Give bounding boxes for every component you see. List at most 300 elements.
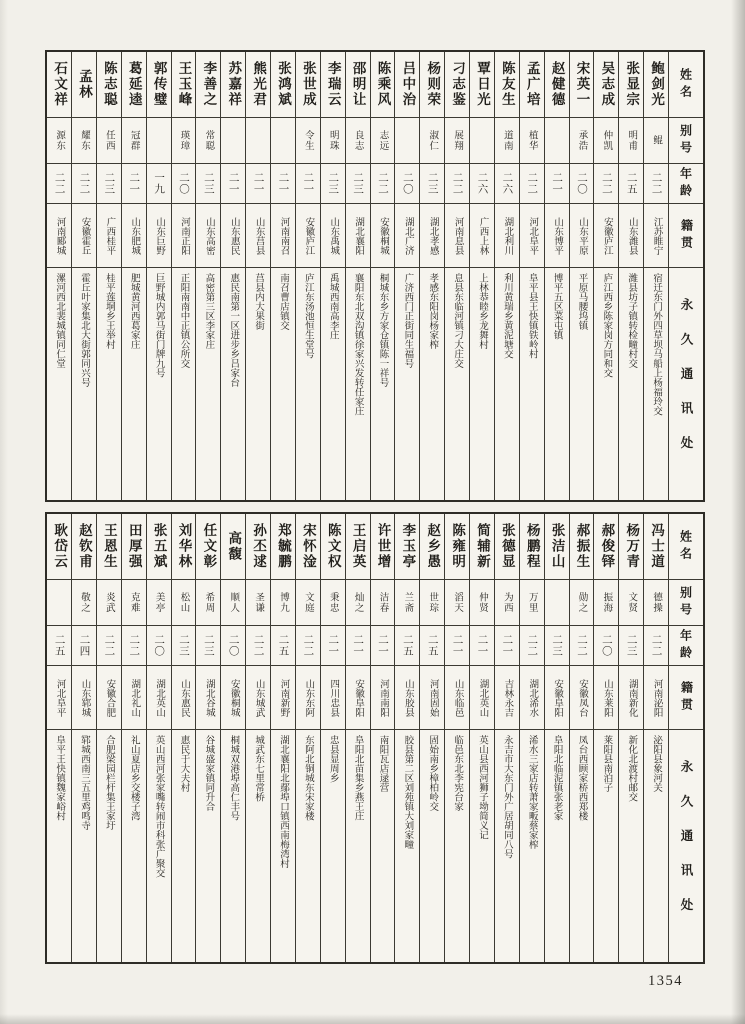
name-cell bbox=[420, 52, 444, 118]
address-cell bbox=[122, 268, 146, 500]
person-name: 杨万青 bbox=[624, 523, 640, 570]
address-cell bbox=[97, 268, 121, 500]
person-name: 吴志成 bbox=[599, 61, 615, 108]
person-name: 杨鹏程 bbox=[524, 523, 540, 570]
person-native: 山东平原 bbox=[576, 216, 587, 255]
person-alias: 炎武 bbox=[103, 592, 114, 613]
age-cell bbox=[470, 164, 494, 204]
native-cell bbox=[271, 204, 295, 268]
person-age: 二三 bbox=[426, 172, 438, 195]
address-cell bbox=[594, 730, 618, 962]
person-age: 二二 bbox=[128, 634, 140, 657]
age-cell bbox=[296, 164, 320, 204]
person-address: 平原马腰坞镇 bbox=[576, 273, 587, 330]
native-cell bbox=[47, 666, 71, 730]
entry-column bbox=[494, 514, 519, 962]
age-cell bbox=[371, 164, 395, 204]
name-cell bbox=[221, 52, 245, 118]
person-name: 耿岱云 bbox=[52, 523, 68, 570]
person-address: 礼山夏店乡交楼子湾 bbox=[128, 735, 139, 821]
entry-column bbox=[519, 52, 544, 500]
person-native: 湖北英山 bbox=[477, 678, 488, 717]
person-name: 宋英一 bbox=[574, 61, 590, 108]
person-native: 河南郾城 bbox=[54, 216, 65, 255]
age-cell bbox=[619, 164, 643, 204]
person-name: 邵明让 bbox=[350, 61, 366, 108]
entry-column bbox=[96, 514, 121, 962]
person-native: 广西上林 bbox=[477, 216, 488, 255]
person-name: 覃日光 bbox=[474, 61, 490, 108]
header-age-cell bbox=[669, 626, 703, 666]
person-age: 二〇 bbox=[177, 172, 189, 195]
person-name: 赵乡愚 bbox=[425, 523, 441, 570]
age-cell bbox=[594, 164, 618, 204]
person-name: 孟广培 bbox=[524, 61, 540, 108]
entry-column bbox=[295, 52, 320, 500]
native-cell bbox=[271, 666, 295, 730]
person-name: 石文祥 bbox=[52, 61, 68, 108]
entry-column bbox=[171, 514, 196, 962]
header-alias-cell bbox=[669, 118, 703, 164]
header-column bbox=[668, 514, 703, 962]
person-address: 临邑东北李宪台家 bbox=[452, 735, 463, 811]
entry-column bbox=[320, 52, 345, 500]
person-address: 忠县显周乡 bbox=[327, 735, 338, 783]
name-cell bbox=[470, 52, 494, 118]
person-native: 吉林永吉 bbox=[502, 678, 513, 717]
name-cell bbox=[172, 514, 196, 580]
age-cell bbox=[221, 164, 245, 204]
address-cell bbox=[445, 730, 469, 962]
age-cell bbox=[72, 626, 96, 666]
native-cell bbox=[420, 204, 444, 268]
entry-column bbox=[195, 52, 220, 500]
name-cell bbox=[321, 52, 345, 118]
address-cell bbox=[346, 730, 370, 962]
person-age: 二三 bbox=[625, 634, 637, 657]
alias-cell bbox=[570, 580, 594, 626]
native-cell bbox=[122, 204, 146, 268]
person-alias: 美亭 bbox=[153, 592, 164, 613]
name-cell bbox=[495, 52, 519, 118]
address-cell bbox=[72, 730, 96, 962]
person-age: 二〇 bbox=[401, 172, 413, 195]
entry-column bbox=[618, 52, 643, 500]
age-cell bbox=[371, 626, 395, 666]
entry-column bbox=[220, 514, 245, 962]
entry-column bbox=[121, 514, 146, 962]
native-cell bbox=[321, 204, 345, 268]
name-cell bbox=[520, 52, 544, 118]
name-cell bbox=[196, 52, 220, 118]
person-age: 二一 bbox=[128, 172, 140, 195]
entry-column bbox=[618, 514, 643, 962]
entry-column bbox=[245, 514, 270, 962]
person-native: 山东惠民 bbox=[228, 216, 239, 255]
age-cell bbox=[196, 626, 220, 666]
person-age: 二三 bbox=[202, 172, 214, 195]
native-cell bbox=[122, 666, 146, 730]
native-cell bbox=[72, 666, 96, 730]
native-cell bbox=[296, 204, 320, 268]
header-address-cell bbox=[669, 268, 703, 500]
person-address: 广济西门正街同生福号 bbox=[402, 273, 413, 368]
entry-column bbox=[593, 52, 618, 500]
alias-cell bbox=[619, 580, 643, 626]
native-cell bbox=[172, 204, 196, 268]
person-native: 湖北孝感 bbox=[427, 216, 438, 255]
header-native-label: 籍贯 bbox=[679, 680, 694, 715]
age-cell bbox=[545, 164, 569, 204]
native-cell bbox=[470, 666, 494, 730]
age-cell bbox=[97, 626, 121, 666]
person-address: 高密第三区李家庄 bbox=[203, 273, 214, 349]
age-cell bbox=[271, 164, 295, 204]
person-age: 二二 bbox=[252, 634, 264, 657]
native-cell bbox=[445, 666, 469, 730]
person-alias: 灿之 bbox=[352, 592, 363, 613]
alias-cell bbox=[445, 118, 469, 164]
person-name: 冯士道 bbox=[649, 523, 665, 570]
person-address: 胶县第二区刘苑镇大刘家疃 bbox=[402, 735, 413, 849]
name-cell bbox=[470, 514, 494, 580]
person-native: 山东巨野 bbox=[154, 216, 165, 255]
alias-cell bbox=[420, 118, 444, 164]
address-cell bbox=[545, 268, 569, 500]
person-address: 庐江西乡陈家岗方同和交 bbox=[601, 273, 612, 378]
person-address: 利川黄瑞乡黄泥塘交 bbox=[501, 273, 512, 359]
address-cell bbox=[97, 730, 121, 962]
name-cell bbox=[495, 514, 519, 580]
alias-cell bbox=[122, 580, 146, 626]
person-native: 河南泌阳 bbox=[651, 678, 662, 717]
person-native: 山东肥城 bbox=[129, 216, 140, 255]
alias-cell bbox=[470, 118, 494, 164]
alias-cell bbox=[321, 118, 345, 164]
entry-column bbox=[444, 514, 469, 962]
name-cell bbox=[644, 52, 668, 118]
native-cell bbox=[147, 666, 171, 730]
person-native: 广西桂平 bbox=[104, 216, 115, 255]
person-age: 二一 bbox=[252, 172, 264, 195]
age-cell bbox=[221, 626, 245, 666]
entry-column bbox=[643, 514, 668, 962]
name-cell bbox=[570, 52, 594, 118]
person-alias: 仲凯 bbox=[601, 130, 612, 151]
address-cell bbox=[172, 268, 196, 500]
entry-column bbox=[295, 514, 320, 962]
person-native: 湖北广济 bbox=[402, 216, 413, 255]
age-cell bbox=[172, 626, 196, 666]
person-alias: 常聪 bbox=[203, 130, 214, 151]
person-age: 二二 bbox=[376, 172, 388, 195]
native-cell bbox=[495, 666, 519, 730]
person-age: 二一 bbox=[302, 172, 314, 195]
native-cell bbox=[445, 204, 469, 268]
person-age: 二〇 bbox=[227, 634, 239, 657]
person-age: 二〇 bbox=[153, 634, 165, 657]
name-cell bbox=[296, 52, 320, 118]
header-native-cell bbox=[669, 204, 703, 268]
person-name: 苏嘉祥 bbox=[226, 61, 242, 108]
person-address: 谷城盛家镇同升合 bbox=[203, 735, 214, 811]
entry-column bbox=[469, 514, 494, 962]
person-age: 二〇 bbox=[575, 172, 587, 195]
age-cell bbox=[470, 626, 494, 666]
person-alias: 松山 bbox=[178, 592, 189, 613]
entry-column bbox=[544, 514, 569, 962]
header-address-label: 永久通讯处 bbox=[679, 759, 693, 933]
person-name: 王启英 bbox=[350, 523, 366, 570]
native-cell bbox=[172, 666, 196, 730]
person-name: 宋怀淦 bbox=[300, 523, 316, 570]
address-cell bbox=[520, 268, 544, 500]
person-address: 漯河西北裴城镇同仁堂 bbox=[54, 273, 65, 368]
age-cell bbox=[495, 164, 519, 204]
person-address: 浠水三家店转萧家畈蔡家榨 bbox=[526, 735, 537, 849]
person-alias: 顺人 bbox=[228, 592, 239, 613]
address-cell bbox=[594, 268, 618, 500]
person-age: 二一 bbox=[277, 172, 289, 195]
person-native: 河南新野 bbox=[278, 678, 289, 717]
header-age-label: 年龄 bbox=[678, 628, 693, 663]
alias-cell bbox=[147, 580, 171, 626]
native-cell bbox=[520, 666, 544, 730]
person-name: 任文彰 bbox=[201, 523, 217, 570]
person-native: 山东莒县 bbox=[253, 216, 264, 255]
person-alias: 世琮 bbox=[427, 592, 438, 613]
header-native-label: 籍贯 bbox=[679, 218, 694, 253]
age-cell bbox=[495, 626, 519, 666]
person-alias: 克难 bbox=[128, 592, 139, 613]
person-native: 四川忠县 bbox=[328, 678, 339, 717]
age-cell bbox=[147, 164, 171, 204]
entry-column bbox=[419, 514, 444, 962]
header-name-label: 姓名 bbox=[678, 529, 693, 564]
person-address: 莒县内大果街 bbox=[253, 273, 264, 330]
person-address: 桂平莲垌乡王举村 bbox=[103, 273, 114, 349]
person-alias: 仲贤 bbox=[476, 592, 487, 613]
person-native: 河北阜平 bbox=[527, 216, 538, 255]
person-age: 二二 bbox=[103, 634, 115, 657]
person-age: 二二 bbox=[302, 634, 314, 657]
age-cell bbox=[594, 626, 618, 666]
person-alias: 圣谦 bbox=[253, 592, 264, 613]
person-name: 张世成 bbox=[300, 61, 316, 108]
entry-column bbox=[195, 514, 220, 962]
address-cell bbox=[221, 730, 245, 962]
person-age: 二一 bbox=[227, 172, 239, 195]
address-cell bbox=[495, 730, 519, 962]
name-cell bbox=[545, 52, 569, 118]
person-address: 潍县坊子镇转检疃村交 bbox=[626, 273, 637, 368]
person-name: 郑毓鹏 bbox=[275, 523, 291, 570]
entry-column bbox=[270, 52, 295, 500]
person-address: 合肥梁园栏杆集王家圩 bbox=[103, 735, 114, 830]
person-age: 二一 bbox=[327, 634, 339, 657]
name-cell bbox=[246, 514, 270, 580]
person-alias: 敬之 bbox=[78, 592, 89, 613]
person-native: 河南息县 bbox=[452, 216, 463, 255]
entry-column bbox=[394, 52, 419, 500]
alias-cell bbox=[122, 118, 146, 164]
person-address: 桐城双港埠高仁丰号 bbox=[228, 735, 239, 821]
alias-cell bbox=[321, 580, 345, 626]
person-native: 河南南阳 bbox=[377, 678, 388, 717]
person-address: 孝感东阳岗杨家榨 bbox=[427, 273, 438, 349]
alias-cell bbox=[47, 118, 71, 164]
name-cell bbox=[395, 514, 419, 580]
header-address-cell bbox=[669, 730, 703, 962]
native-cell bbox=[495, 204, 519, 268]
alias-cell bbox=[594, 580, 618, 626]
name-cell bbox=[346, 514, 370, 580]
person-age: 二三 bbox=[352, 172, 364, 195]
header-column bbox=[668, 52, 703, 500]
name-cell bbox=[644, 514, 668, 580]
person-native: 安徽阜阳 bbox=[353, 678, 364, 717]
person-alias: 志远 bbox=[377, 130, 388, 151]
address-cell bbox=[196, 730, 220, 962]
age-cell bbox=[147, 626, 171, 666]
alias-cell bbox=[619, 118, 643, 164]
person-age: 二〇 bbox=[600, 634, 612, 657]
alias-cell bbox=[346, 118, 370, 164]
address-cell bbox=[296, 730, 320, 962]
header-native-cell bbox=[669, 666, 703, 730]
address-cell bbox=[619, 730, 643, 962]
person-native: 山东东阿 bbox=[303, 678, 314, 717]
person-age: 一九 bbox=[153, 172, 165, 195]
person-age: 二一 bbox=[376, 634, 388, 657]
person-name: 赵健德 bbox=[549, 61, 565, 108]
address-cell bbox=[470, 268, 494, 500]
person-name: 孟林 bbox=[76, 69, 92, 100]
person-age: 二五 bbox=[53, 634, 65, 657]
alias-cell bbox=[296, 118, 320, 164]
person-native: 山东禹城 bbox=[328, 216, 339, 255]
person-age: 二五 bbox=[277, 634, 289, 657]
person-age: 二一 bbox=[551, 172, 563, 195]
age-cell bbox=[122, 164, 146, 204]
age-cell bbox=[246, 626, 270, 666]
header-age-cell bbox=[669, 164, 703, 204]
age-cell bbox=[97, 164, 121, 204]
person-name: 李瑞云 bbox=[325, 61, 341, 108]
address-cell bbox=[346, 268, 370, 500]
person-name: 葛延逵 bbox=[126, 61, 142, 108]
person-address: 阜平县王快镇铁岭村 bbox=[526, 273, 537, 359]
alias-cell bbox=[420, 580, 444, 626]
person-address: 南召曹店镇交 bbox=[277, 273, 288, 330]
header-age-label: 年龄 bbox=[678, 166, 693, 201]
age-cell bbox=[196, 164, 220, 204]
alias-cell bbox=[72, 580, 96, 626]
person-alias: 希周 bbox=[203, 592, 214, 613]
name-cell bbox=[346, 52, 370, 118]
person-address: 宿迁东门外四草坝马船上杨福玲交 bbox=[651, 273, 662, 416]
person-age: 二三 bbox=[327, 172, 339, 195]
person-alias: 植华 bbox=[526, 130, 537, 151]
address-cell bbox=[47, 268, 71, 500]
alias-cell bbox=[520, 118, 544, 164]
person-age: 二三 bbox=[103, 172, 115, 195]
alias-cell bbox=[172, 580, 196, 626]
native-cell bbox=[619, 204, 643, 268]
person-alias: 冠群 bbox=[128, 130, 139, 151]
person-native: 安徽霍丘 bbox=[79, 216, 90, 255]
person-address: 息县东临河镇刁大庄交 bbox=[452, 273, 463, 368]
native-cell bbox=[395, 666, 419, 730]
age-cell bbox=[271, 626, 295, 666]
person-age: 二一 bbox=[451, 634, 463, 657]
alias-cell bbox=[395, 118, 419, 164]
person-address: 阜阳北苗集乡燕王庄 bbox=[352, 735, 363, 821]
name-cell bbox=[420, 514, 444, 580]
entry-column bbox=[71, 514, 96, 962]
person-alias: 万里 bbox=[526, 592, 537, 613]
age-cell bbox=[445, 626, 469, 666]
alias-cell bbox=[445, 580, 469, 626]
native-cell bbox=[644, 204, 668, 268]
scanned-directory-sheet bbox=[45, 50, 705, 964]
person-alias: 勋之 bbox=[576, 592, 587, 613]
entry-column bbox=[370, 514, 395, 962]
person-address: 正阳南南中正镇公所交 bbox=[178, 273, 189, 368]
address-cell bbox=[420, 730, 444, 962]
alias-cell bbox=[246, 580, 270, 626]
entry-column bbox=[220, 52, 245, 500]
entry-column bbox=[444, 52, 469, 500]
alias-cell bbox=[470, 580, 494, 626]
person-age: 二二 bbox=[451, 172, 463, 195]
age-cell bbox=[570, 626, 594, 666]
age-cell bbox=[395, 626, 419, 666]
person-name: 熊光君 bbox=[251, 61, 267, 108]
age-cell bbox=[246, 164, 270, 204]
entry-column bbox=[394, 514, 419, 962]
address-cell bbox=[296, 268, 320, 500]
person-name: 简辅新 bbox=[474, 523, 490, 570]
person-alias: 文贤 bbox=[626, 592, 637, 613]
person-native: 江苏睢宁 bbox=[651, 216, 662, 255]
person-alias: 展翔 bbox=[452, 130, 463, 151]
name-cell bbox=[619, 514, 643, 580]
age-cell bbox=[570, 164, 594, 204]
age-cell bbox=[47, 164, 71, 204]
person-native: 湖北礼山 bbox=[129, 678, 140, 717]
entry-column bbox=[47, 514, 71, 962]
address-cell bbox=[644, 730, 668, 962]
name-cell bbox=[221, 514, 245, 580]
native-cell bbox=[395, 204, 419, 268]
native-cell bbox=[221, 666, 245, 730]
name-cell bbox=[147, 52, 171, 118]
person-age: 二二 bbox=[600, 172, 612, 195]
person-name: 高馥 bbox=[226, 531, 242, 562]
name-cell bbox=[271, 52, 295, 118]
native-cell bbox=[97, 204, 121, 268]
person-native: 安徽桐城 bbox=[377, 216, 388, 255]
entry-column bbox=[643, 52, 668, 500]
person-native: 湖北英山 bbox=[154, 678, 165, 717]
entry-column bbox=[320, 514, 345, 962]
person-address: 英山县西河狮子坳简义记 bbox=[476, 735, 487, 840]
alias-cell bbox=[594, 118, 618, 164]
person-age: 二一 bbox=[476, 634, 488, 657]
person-alias: 道南 bbox=[501, 130, 512, 151]
alias-cell bbox=[271, 118, 295, 164]
